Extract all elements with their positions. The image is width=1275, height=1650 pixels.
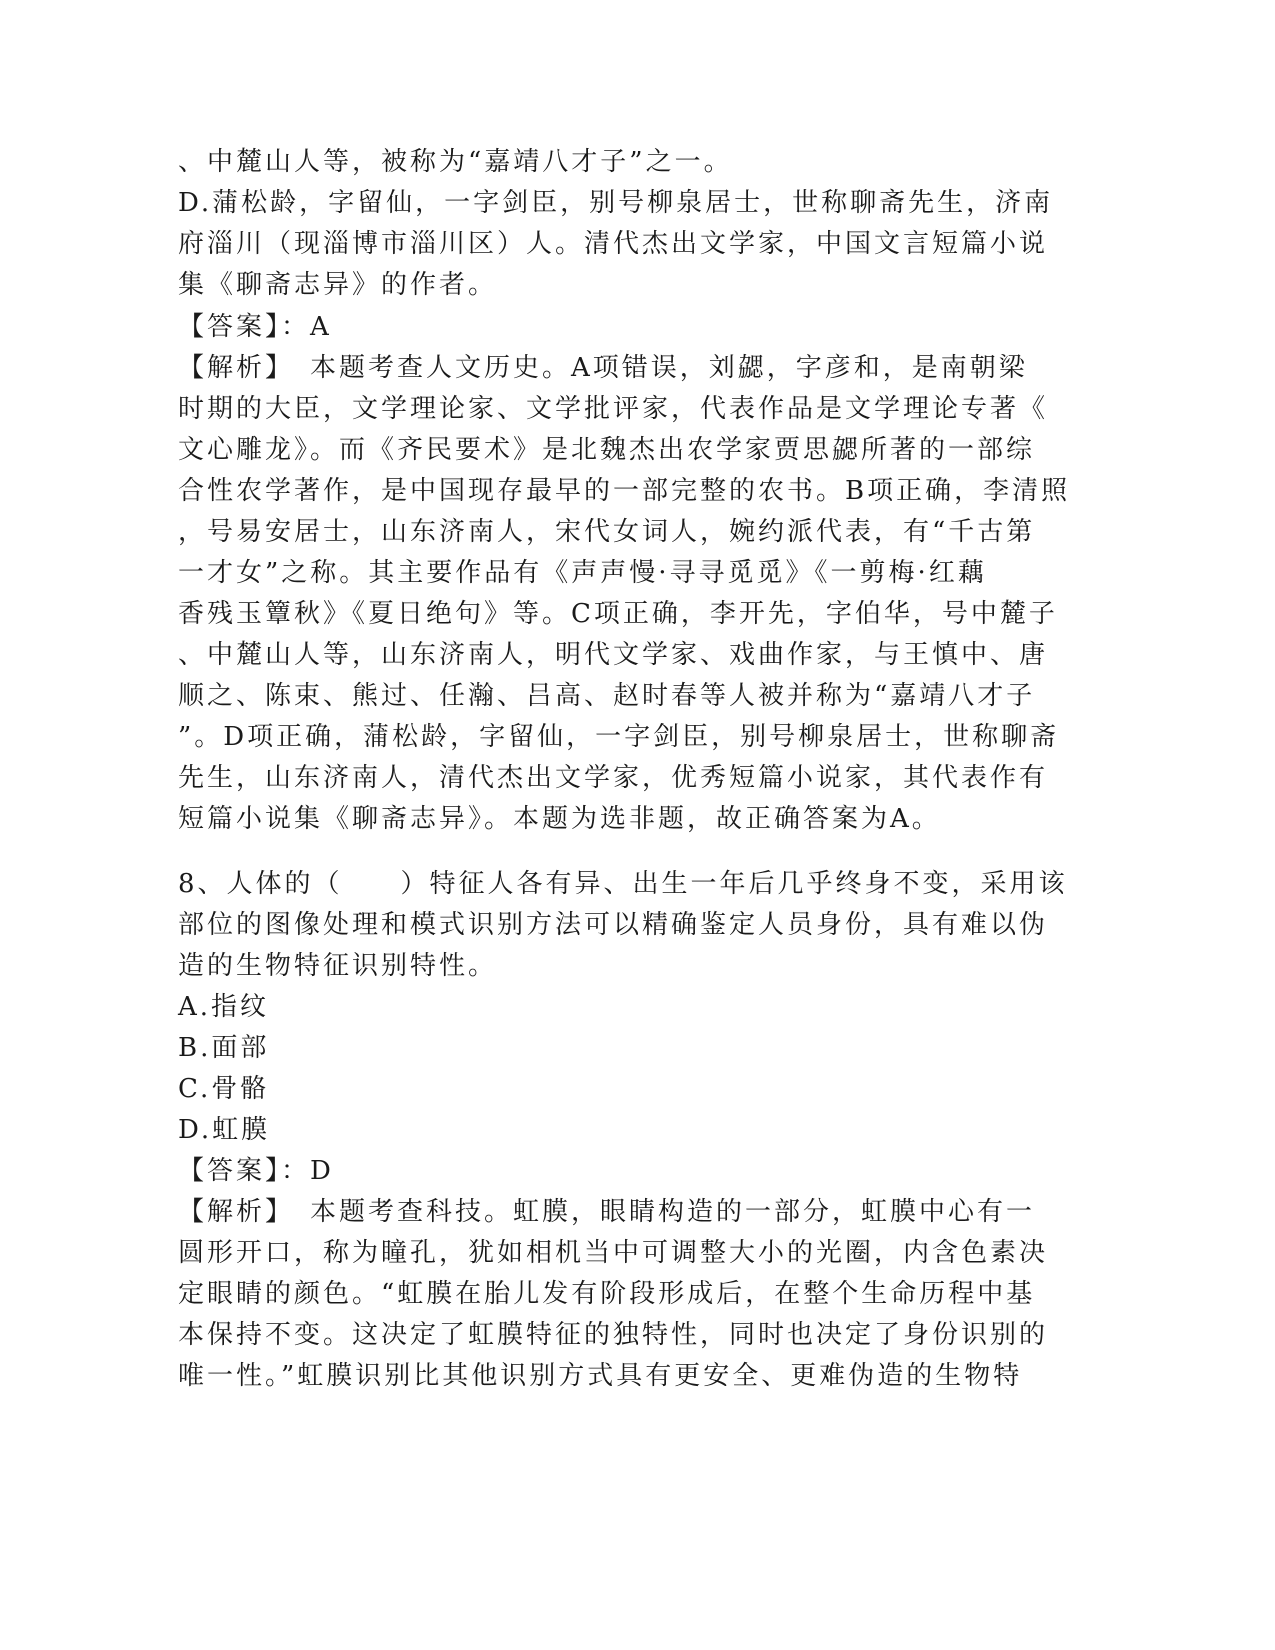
text-line: 府淄川（现淄博市淄川区）人。清代杰出文学家，中国文言短篇小说 [178,229,1049,259]
explanation-line: 本保持不变。这决定了虹膜特征的独特性，同时也决定了身份识别的 [178,1320,1049,1350]
explanation-line: 【解析】 本题考查人文历史。A项错误，刘勰，字彦和，是南朝梁 [178,353,1028,383]
explanation-line: 定眼睛的颜色。“虹膜在胎儿发有阶段形成后，在整个生命历程中基 [178,1279,1036,1309]
answer-label: 【答案】：A [178,312,332,342]
explanation-line: 短篇小说集《聊斋志异》。本题为选非题，故正确答案为A。 [178,804,941,834]
explanation-line: ，号易安居士，山东济南人，宋代女词人，婉约派代表，有“千古第 [178,517,1036,547]
explanation-line: 先生，山东济南人，清代杰出文学家，优秀短篇小说家，其代表作有 [178,763,1049,793]
explanation-line: ”。D项正确，蒲松龄，字留仙，一字剑臣，别号柳泉居士，世称聊斋 [178,722,1060,752]
answer-label: 【答案】：D [178,1156,334,1186]
explanation-line: 香残玉簟秋》《夏日绝句》等。C项正确，李开先，字伯华，号中麓子 [178,599,1058,629]
question-line: 部位的图像处理和模式识别方法可以精确鉴定人员身份，具有难以伪 [178,910,1049,940]
text-line: 、中麓山人等，被称为“嘉靖八才子”之一。 [178,147,733,177]
explanation-line: 、中麓山人等，山东济南人，明代文学家、戏曲作家，与王慎中、唐 [178,640,1049,670]
explanation-line: 【解析】 本题考查科技。虹膜，眼睛构造的一部分，虹膜中心有一 [178,1197,1036,1227]
explanation-line: 合性农学著作，是中国现存最早的一部完整的农书。B项正确，李清照 [178,476,1071,506]
text-line: D.蒲松龄，字留仙，一字剑臣，别号柳泉居士，世称聊斋先生，济南 [178,188,1054,218]
option-b: B.面部 [178,1033,270,1063]
explanation-line: 时期的大臣，文学理论家、文学批评家，代表作品是文学理论专著《 [178,394,1049,424]
option-a: A.指纹 [178,992,270,1022]
explanation-line: 唯一性。”虹膜识别比其他识别方式具有更安全、更难伪造的生物特 [178,1361,1023,1391]
explanation-line: 顺之、陈束、熊过、任瀚、吕高、赵时春等人被并称为“嘉靖八才子 [178,681,1036,711]
question-line: 造的生物特征识别特性。 [178,951,498,981]
explanation-line: 文心雕龙》。而《齐民要术》是北魏杰出农学家贾思勰所著的一部综 [178,435,1036,465]
explanation-line: 圆形开口，称为瞳孔，犹如相机当中可调整大小的光圈，内含色素决 [178,1238,1049,1268]
option-d: D.虹膜 [178,1115,271,1145]
question-line: 8、人体的（ ）特征人各有异、出生一年后几乎终身不变，采用该 [178,869,1068,899]
explanation-line: 一才女”之称。其主要作品有《声声慢·寻寻觅觅》《一剪梅·红藕 [178,558,987,588]
option-c: C.骨骼 [178,1074,270,1104]
text-line: 集《聊斋志异》的作者。 [178,270,498,300]
